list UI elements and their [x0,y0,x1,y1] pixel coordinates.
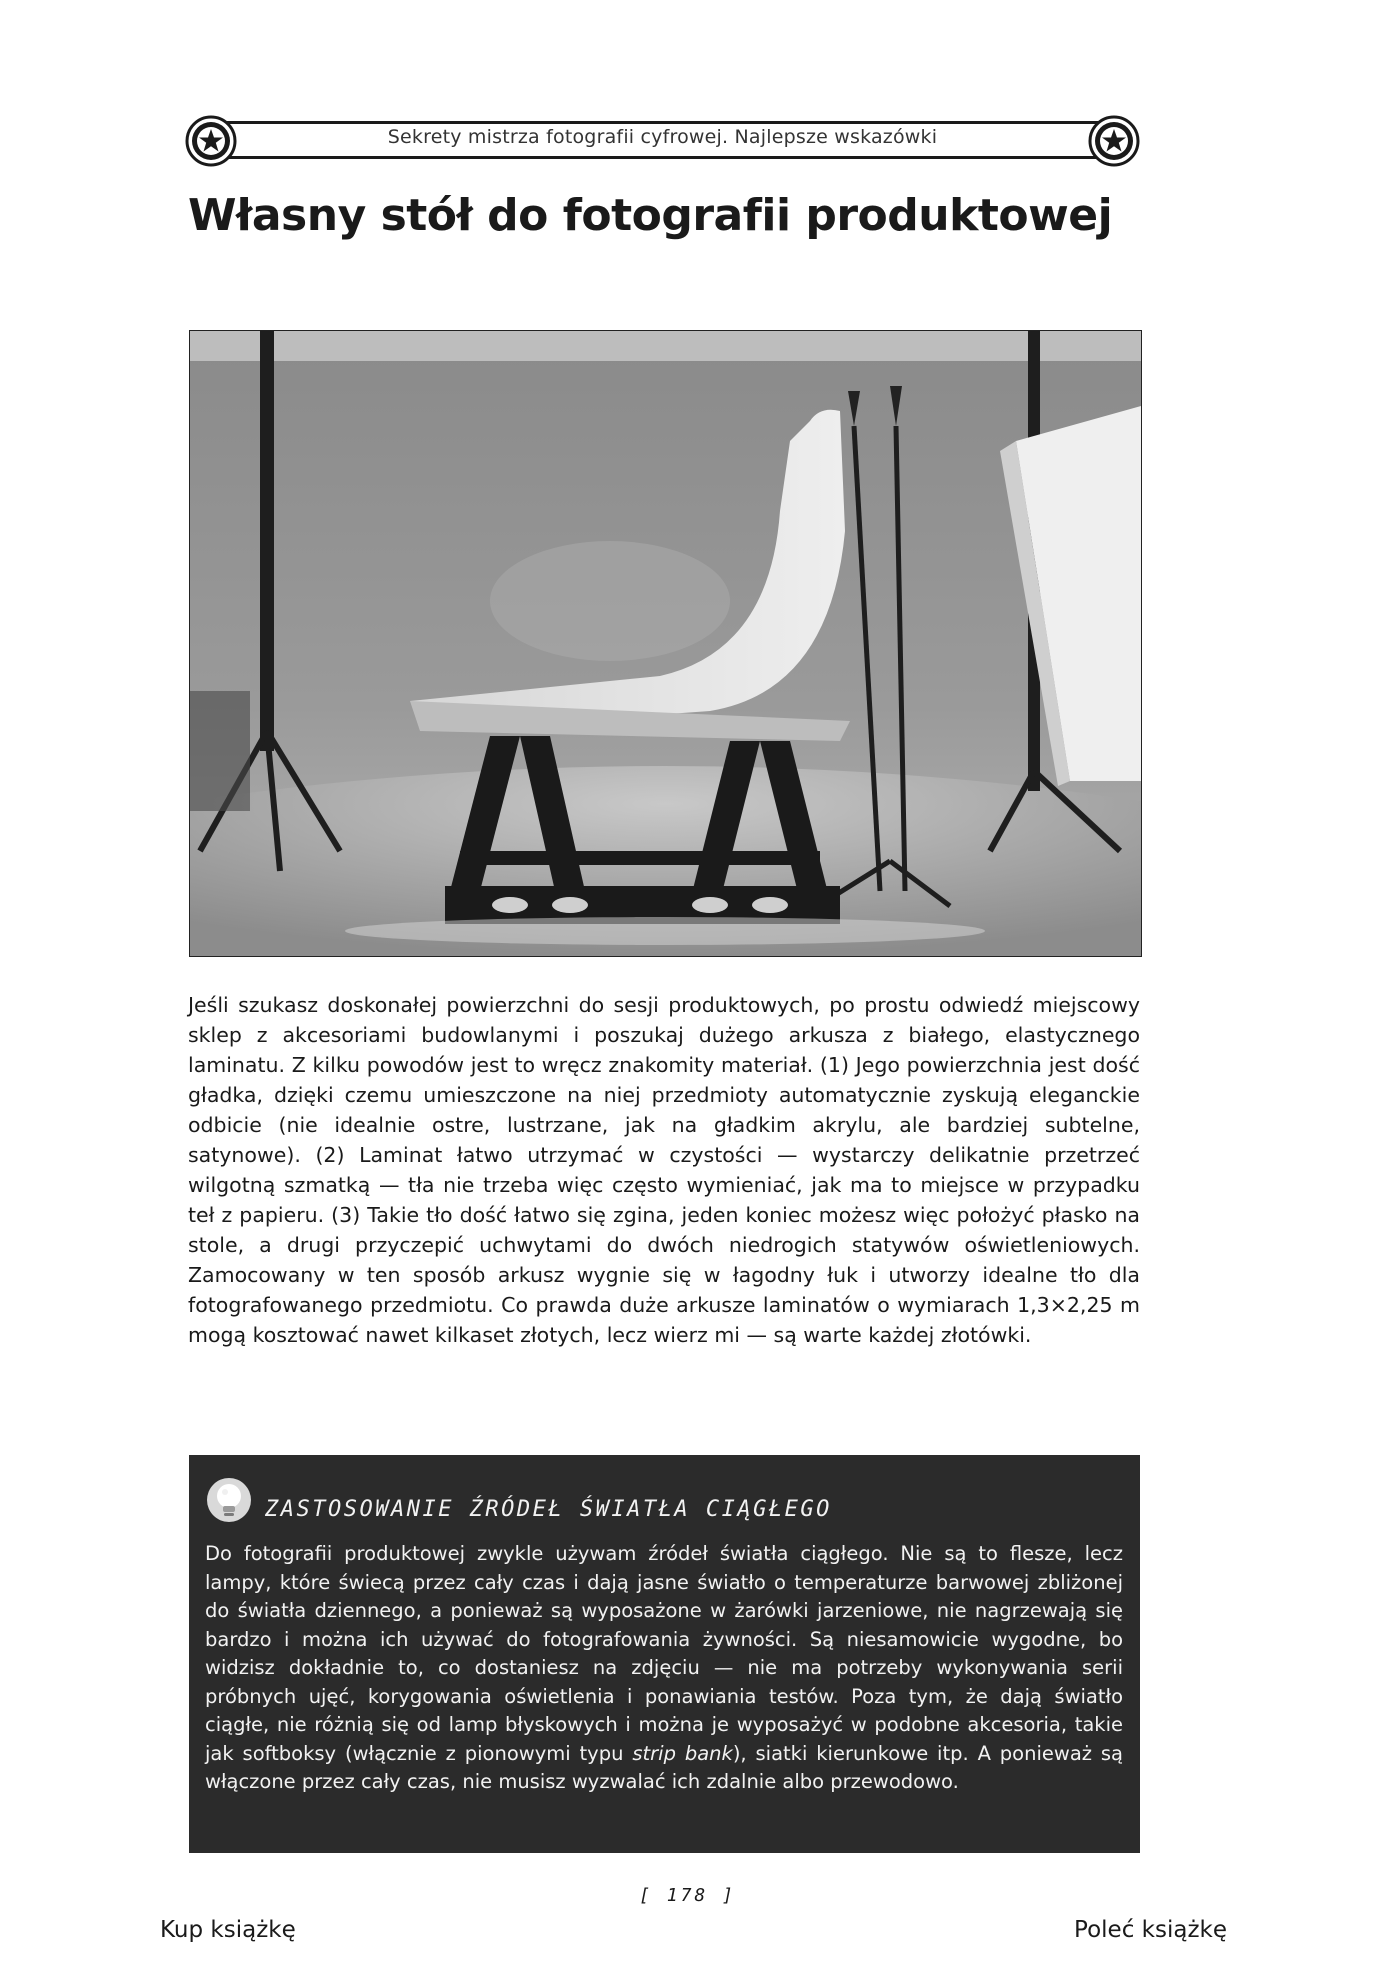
tip-sidebar [189,1455,1140,1853]
sidebar-text-part-2: ), siatki kierunkowe itp. A ponieważ są włączone przez cały czas, nie musisz wyzwalać ich zdalnie albo przewodowo. [205,1741,1123,1793]
running-title: Sekrety mistrza fotografii cyfrowej. Najlepsze wskazówki [387,126,938,148]
sidebar-text-part-1: Do fotografii produktowej zwykle używam źródeł światła ciągłego. Nie są to flesze, lecz lampy, które świecą przez cały czas i dają jasne światło o temperaturze barwowej zbliżonej do światła dziennego, a ponieważ są wyposażone w żarówki jarzeniowe, nie nagrzewają się bardzo i można ich używać do fotografowania żywności. Są niesamowicie wygodne, bo widzisz dokładnie to, co dostaniesz na zdjęciu — nie ma potrzeby wykonywania serii próbnych ujęć, korygowania oświetlenia i ponawiania testów. Poza tym, że dają światło ciągłe, nie różnią się od lamp błyskowych i można je wyposażyć w podobne akcesoria, takie jak softboksy (włącznie z pionowymi typu [205,1542,1123,1765]
running-header [185,115,1140,165]
page-number: [ 178 ] [639,1885,736,1906]
lightbulb-icon [205,1476,253,1524]
sidebar-emphasis: strip bank [632,1741,733,1765]
page-title: Własny stół do fotografii produktowej [188,190,1113,241]
sidebar-text [205,1540,1123,1797]
buy-book-link[interactable]: Kup książkę [160,1917,296,1943]
studio-photo [189,330,1142,957]
star-badge-icon [1088,115,1140,167]
recommend-book-link[interactable]: Poleć książkę [1074,1917,1227,1943]
header-rule-top [215,121,1110,124]
body-paragraph: Jeśli szukasz doskonałej powierzchni do sesji produktowych, po prostu odwiedź miejscowy sklep z akcesoriami budowlanymi i poszukaj dużego arkusza z białego, elastycznego laminatu. Z kilku powodów jest to wręcz znakomity materiał. (1) Jego powierzchnia jest dość gładka, dzięki czemu umieszczone na niej przedmioty automatycznie zyskują eleganckie odbicie (nie idealnie ostre, lustrzane, jak na gładkim akrylu, ale bardziej subtelne, satynowe). (2) Laminat łatwo utrzymać w czystości — wystarczy delikatnie przetrzeć wilgotną szmatką — tła nie trzeba więc często wymieniać, jak ma to miejsce w przypadku teł z papieru. (3) Takie tło dość łatwo się zgina, jeden koniec możesz więc położyć płasko na stole, a drugi przyczepić uchwytami do dwóch niedrogich statywów oświetleniowych. Zamocowany w ten sposób arkusz wygnie się w łagodny łuk i utworzy idealne tło dla fotografowanego przedmiotu. Co prawda duże arkusze laminatów o wymiarach 1,3×2,25 m mogą kosztować nawet kilkaset złotych, lecz wierz mi — są warte każdej złotówki. [188,993,1140,1347]
header-rule-bottom [215,156,1110,159]
sidebar-title: ZASTOSOWANIE ŹRÓDEŁ ŚWIATŁA CIĄGŁEGO [265,1497,832,1522]
studio-photo-image [190,331,1141,956]
